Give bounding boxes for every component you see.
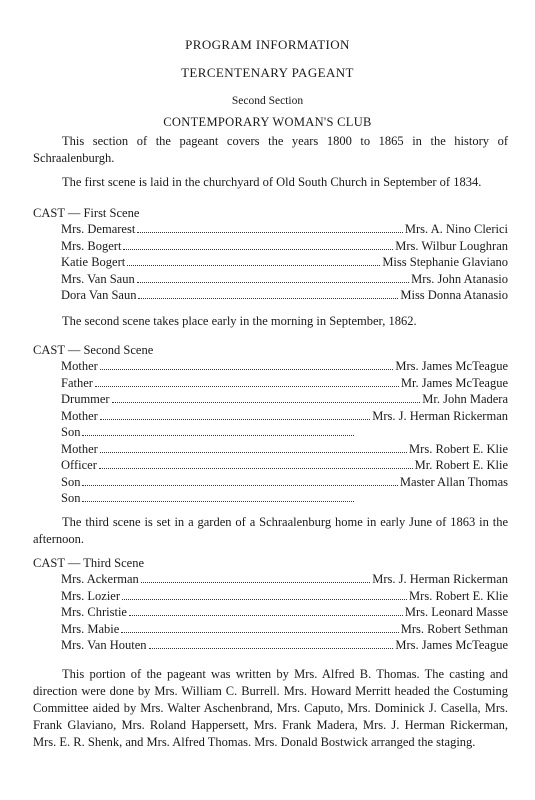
scene1-cast-list [61,222,508,305]
section-label: Second Section [231,95,304,107]
cast-row [61,409,508,426]
cast-role: Drummer [61,392,110,406]
cast-role: Son [61,491,81,505]
program-title: PROGRAM INFORMATION [185,37,350,52]
cast-role: Mrs. Christie [61,605,127,619]
cast-actor: Mrs. Wilbur Loughran [395,238,508,253]
cast-row [61,442,508,459]
dot-leader [137,231,403,233]
dot-leader [82,484,397,486]
cast-row [61,239,508,256]
cast-actor: Master Allan Thomas [399,474,508,489]
cast-row [61,475,508,492]
cast-row [61,638,508,655]
dot-leader [122,598,407,600]
dot-leader [82,434,354,436]
cast-row [61,222,508,239]
cast-actor: Mr. Robert E. Klie [414,458,508,472]
dot-leader [149,647,394,649]
dot-leader [138,297,398,299]
cast-actor: Mr. John Madera [422,392,508,406]
cast-row [61,458,508,475]
scene1-cast-heading: CAST — First Scene [33,206,140,220]
cast-role: Mrs. Van Saun [61,271,135,286]
cast-role: Mrs. Ackerman [61,572,139,586]
cast-row [61,255,508,272]
scene1-description: The first scene is laid in the churchyard of Old South Church in September of 1834. [62,175,482,189]
cast-actor: Mrs. Robert E. Klie [409,588,508,603]
cast-row [61,288,508,305]
cast-role: Mother [61,441,98,456]
cast-role: Mrs. Van Houten [61,638,147,652]
dot-leader [95,385,399,387]
dot-leader [100,451,407,453]
scene2-description: The second scene takes place early in the morning in September, 1862. [62,314,417,328]
cast-row [61,605,508,622]
dot-leader [100,368,394,370]
dot-leader [121,631,398,633]
scene3-cast-list [61,572,508,655]
cast-actor: Mrs. John Atanasio [411,271,508,286]
dot-leader [112,401,421,403]
cast-role: Dora Van Saun [61,288,137,302]
dot-leader [99,467,413,469]
cast-row [61,572,508,589]
dot-leader [100,418,370,420]
cast-row [61,491,508,508]
club-name: CONTEMPORARY WOMAN'S CLUB [163,115,372,129]
cast-actor: Mrs. Robert E. Klie [409,441,508,456]
cast-row [61,589,508,606]
dot-leader [141,581,371,583]
cast-role: Mrs. Bogert [61,238,122,253]
cast-role: Father [61,375,93,390]
cast-actor: Miss Donna Atanasio [400,288,508,302]
cast-actor: Mrs. James McTeague [395,638,508,652]
dot-leader [137,281,409,283]
cast-row [61,392,508,409]
cast-row [61,359,508,376]
closing-paragraph: This portion of the pageant was written by Mrs. Alfred B. Thomas. The casting and direction were done by Mrs. William C. Burrell. Mrs. Howard Merritt headed the Costuming Committee aided by Mrs. Walter Aschenbrand, Mrs. Caputo, Mrs. Dominick J. Casella, Mrs. Frank Glaviano, Mrs. Roland Happersett, Mrs. Frank Madera, Mrs. J. Herman Rickerman, Mrs. E. R. Shenk, and Mrs. Alfred Thomas. Mrs. Donald Bostwick arranged the staging. [33,667,508,749]
cast-actor: Mrs. A. Nino Clerici [404,222,508,236]
cast-row [61,622,508,639]
cast-actor: Miss Stephanie Glaviano [382,255,508,269]
cast-actor: Mrs. James McTeague [395,359,508,373]
scene2-cast-heading: CAST — Second Scene [33,343,154,357]
cast-role: Mrs. Demarest [61,222,136,236]
dot-leader [123,248,393,250]
dot-leader [82,500,354,502]
cast-actor: Mrs. Leonard Masse [404,605,508,619]
cast-role: Mother [61,408,98,423]
cast-actor: Mrs. J. Herman Rickerman [372,572,508,586]
pageant-title: TERCENTENARY PAGEANT [181,65,354,80]
cast-role: Mrs. Lozier [61,588,121,603]
cast-role: Mother [61,359,98,373]
dot-leader [127,264,380,266]
cast-role: Son [61,474,81,489]
intro-paragraph: This section of the pageant covers the years 1800 to 1865 in the history of Schraalenburgh. [33,134,508,165]
cast-role: Katie Bogert [61,255,126,269]
cast-role: Son [61,425,81,439]
cast-actor: Mrs. Robert Sethman [400,621,508,636]
dot-leader [129,614,403,616]
scene3-cast-heading: CAST — Third Scene [33,556,144,570]
scene2-cast-list [61,359,508,508]
scene3-description: The third scene is set in a garden of a Schraalenburg home in early June of 1863 in the afternoon. [33,515,508,546]
cast-actor: Mr. James McTeague [400,375,508,390]
cast-row [61,376,508,393]
cast-row [61,272,508,289]
cast-row [61,425,508,442]
cast-actor: Mrs. J. Herman Rickerman [372,408,508,423]
cast-role: Officer [61,458,97,472]
cast-role: Mrs. Mabie [61,621,120,636]
